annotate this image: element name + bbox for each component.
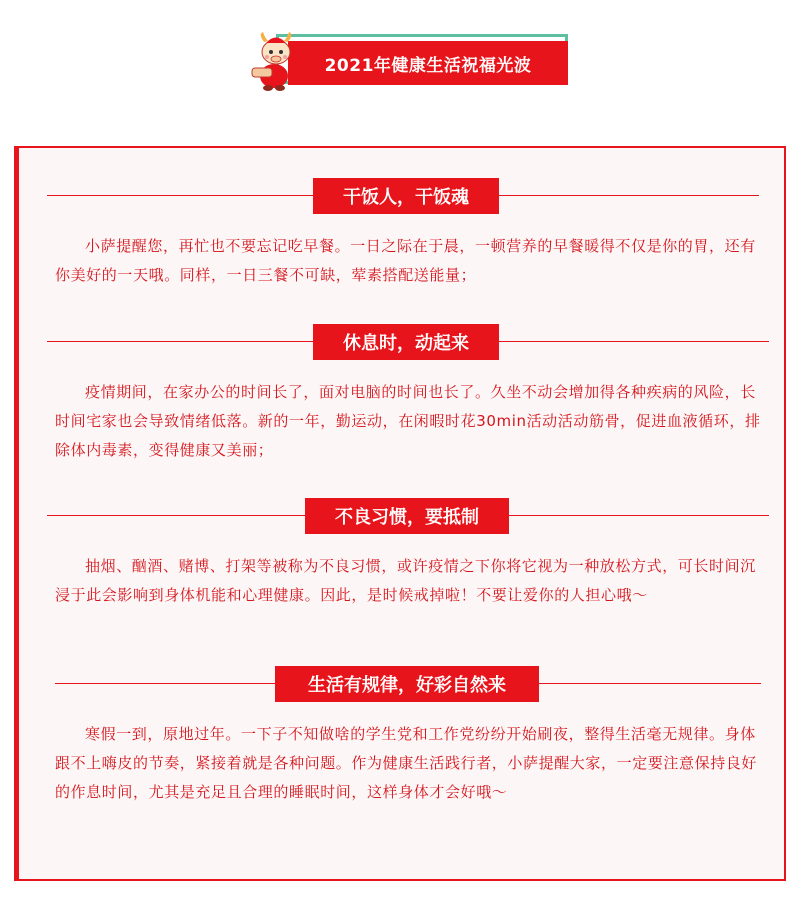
- section-title: 生活有规律，好彩自然来: [275, 666, 539, 702]
- section-header: [19, 176, 784, 216]
- section-text: 抽烟、酗酒、赌博、打架等被称为不良习惯，或许疫情之下你将它视为一种放松方式，可长时间沉浸于此会影响到身体机能和心理健康。因此，是时候戒掉啦！不要让爱你的人担心哦～: [55, 557, 756, 604]
- section-meals: [19, 176, 784, 284]
- section-text: 疫情期间，在家办公的时间长了，面对电脑的时间也长了。久坐不动会增加得各种疾病的风险，长时间宅家也会导致情绪低落。新的一年，勤运动，在闲暇时花30min活动活动筋骨，促进血液循环，排除体内毒素，变得健康又美丽；: [55, 383, 761, 459]
- section-header: [19, 664, 784, 704]
- section-title: 休息时，动起来: [313, 324, 499, 360]
- section-routine: [19, 664, 784, 801]
- section-exercise: [19, 322, 784, 459]
- section-text: 寒假一到，原地过年。一下子不知做啥的学生党和工作党纷纷开始刷夜，整得生活毫无规律。身体跟不上嗨皮的节奏，紧接着就是各种问题。作为健康生活践行者，小萨提醒大家，一定要注意保持良好的作息时间，尤其是充足且合理的睡眠时间，这样身体才会好哦～: [55, 725, 758, 801]
- header-banner: [246, 28, 576, 92]
- section-habits: [19, 496, 784, 604]
- section-header: [19, 496, 784, 536]
- section-text: 小萨提醒您，再忙也不要忘记吃早餐。一日之际在于晨，一顿营养的早餐暖得不仅是你的胃，还有你美好的一天哦。同样，一日三餐不可缺，荤素搭配送能量；: [55, 237, 756, 284]
- section-title: 干饭人，干饭魂: [313, 178, 499, 214]
- content-card: [14, 146, 786, 881]
- banner-title: 2021年健康生活祝福光波: [288, 41, 568, 85]
- ox-mascot-icon: [246, 28, 308, 92]
- section-header: [19, 322, 784, 362]
- section-title: 不良习惯，要抵制: [305, 498, 509, 534]
